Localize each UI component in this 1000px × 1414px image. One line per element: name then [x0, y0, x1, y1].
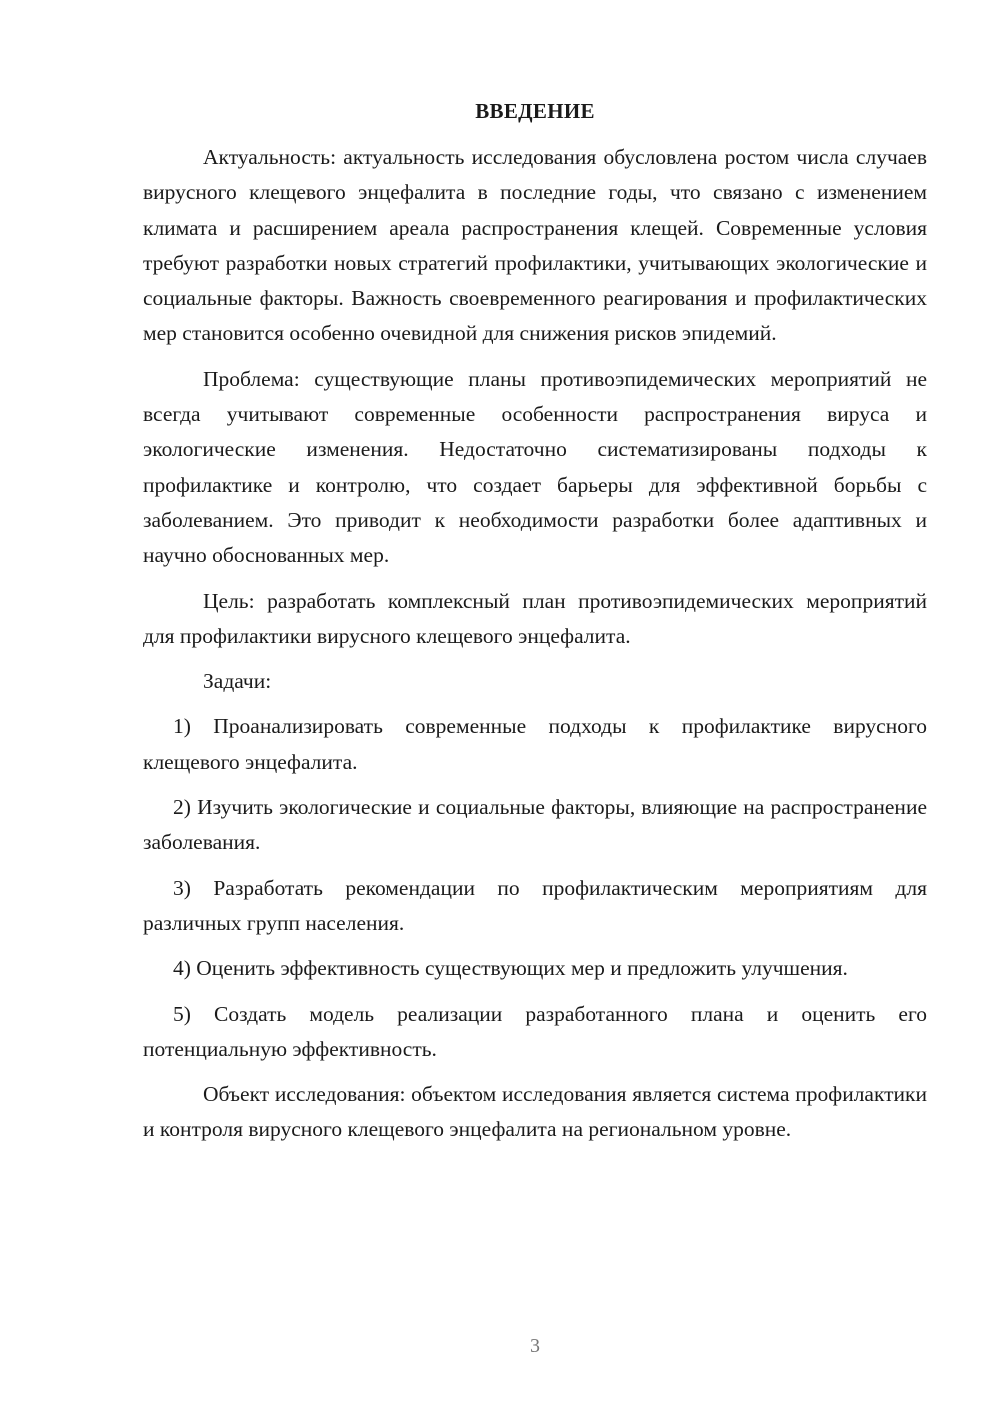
task-item: 2) Изучить экологические и социальные факторы, влияющие на распространение заболевания. — [143, 795, 927, 855]
task-item: 4) Оценить эффективность существующих мер и предложить улучшения. — [173, 956, 848, 981]
relevance-paragraph: Актуальность: актуальность исследования обусловлена ростом числа случаев вирусного клещевого энцефалита в последние годы, что связано с изменением климата и расширением ареала распространения клещей. Современные условия требуют разработки новых стратегий профилактики, учитывающих экологические и социальные факторы. Важность своевременного реагирования и профилактических мер становится особенно очевидной для снижения рисков эпидемий. — [143, 145, 927, 346]
tasks-heading: Задачи: — [203, 669, 272, 694]
document-page — [143, 0, 927, 1414]
goal-paragraph: Цель: разработать комплексный план противоэпидемических мероприятий для профилактики вирусного клещевого энцефалита. — [143, 588, 927, 648]
page-number: 3 — [530, 1335, 540, 1357]
problem-paragraph: Проблема: существующие планы противоэпидемических мероприятий не всегда учитывают современные особенности распространения вируса и экологические изменения. Недостаточно систематизированы подходы к профилактике и контролю, что создает барьеры для эффективной борьбы с заболеванием. Это приводит к необходимости разработки более адаптивных и научно обоснованных мер. — [143, 366, 927, 568]
task-item: 5) Создать модель реализации разработанного плана и оценить его потенциальную эффективность. — [143, 1001, 927, 1061]
document-body — [143, 140, 927, 1158]
object-paragraph: Объект исследования: объектом исследования является система профилактики и контроля вирусного клещевого энцефалита на региональном уровне. — [143, 1082, 927, 1142]
task-item: 1) Проанализировать современные подходы к профилактике вирусного клещевого энцефалита. — [143, 714, 927, 774]
task-item: 3) Разработать рекомендации по профилактическим мероприятиям для различных групп населения. — [143, 875, 927, 935]
page-title: ВВЕДЕНИЕ — [475, 99, 595, 123]
